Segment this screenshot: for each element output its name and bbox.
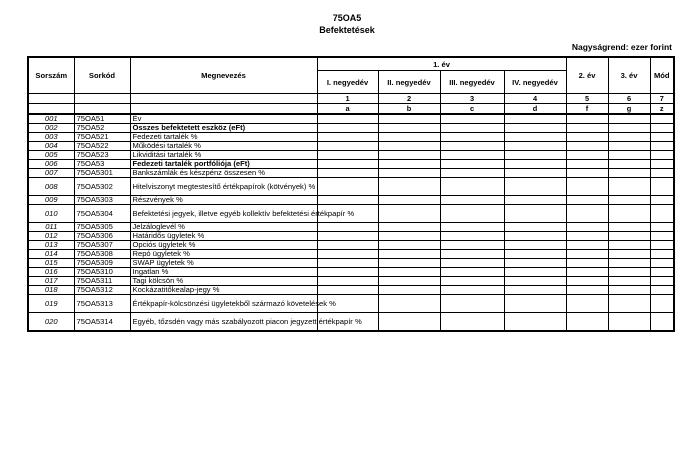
investments-table xyxy=(27,56,675,332)
header-sorkod: Sorkód xyxy=(74,57,130,94)
value-cell[interactable] xyxy=(378,241,440,250)
value-cell[interactable] xyxy=(504,313,566,332)
value-cell[interactable] xyxy=(378,169,440,178)
value-cell[interactable] xyxy=(566,232,608,241)
row-megnevezes: Repó ügyletek % xyxy=(130,250,317,259)
value-cell[interactable] xyxy=(317,232,378,241)
table-row xyxy=(28,169,674,178)
report-code-title: 75OA5 xyxy=(332,13,362,23)
value-cell[interactable] xyxy=(650,277,674,286)
value-cell[interactable] xyxy=(440,259,504,268)
col-letter: f xyxy=(566,104,608,115)
row-sorszam: 006 xyxy=(28,160,74,169)
row-sorkod: 75OA52 xyxy=(74,124,130,133)
value-cell[interactable] xyxy=(650,169,674,178)
value-cell[interactable] xyxy=(650,286,674,295)
row-sorkod: 75OA53 xyxy=(74,160,130,169)
row-megnevezes: Tagi kölcsön % xyxy=(130,277,317,286)
row-sorszam: 005 xyxy=(28,151,74,160)
value-cell[interactable] xyxy=(650,232,674,241)
value-cell[interactable] xyxy=(650,160,674,169)
value-cell[interactable] xyxy=(608,114,650,124)
row-megnevezes: Opciós ügyletek % xyxy=(130,241,317,250)
value-cell[interactable] xyxy=(504,277,566,286)
value-cell[interactable] xyxy=(317,277,378,286)
value-cell[interactable] xyxy=(504,124,566,133)
table-row xyxy=(28,205,674,223)
value-cell[interactable] xyxy=(440,295,504,313)
value-cell[interactable] xyxy=(608,286,650,295)
value-cell[interactable] xyxy=(317,142,378,151)
row-sorkod: 75OA5309 xyxy=(74,259,130,268)
value-cell[interactable] xyxy=(566,241,608,250)
row-megnevezes: Fedezeti tartalék portfóliója (eFt) xyxy=(130,160,317,169)
value-cell[interactable] xyxy=(566,160,608,169)
row-megnevezes: Összes befektetett eszköz (eFt) xyxy=(130,124,317,133)
value-cell[interactable] xyxy=(608,151,650,160)
col-letter: a xyxy=(317,104,378,115)
value-cell[interactable] xyxy=(608,313,650,332)
row-sorszam: 016 xyxy=(28,268,74,277)
value-cell[interactable] xyxy=(378,160,440,169)
value-cell[interactable] xyxy=(566,295,608,313)
value-cell[interactable] xyxy=(504,259,566,268)
row-sorszam: 017 xyxy=(28,277,74,286)
value-cell[interactable] xyxy=(608,124,650,133)
value-cell[interactable] xyxy=(440,250,504,259)
row-sorkod: 75OA523 xyxy=(74,151,130,160)
row-sorszam: 003 xyxy=(28,133,74,142)
row-sorszam: 019 xyxy=(28,295,74,313)
value-cell[interactable] xyxy=(650,313,674,332)
value-cell[interactable] xyxy=(378,232,440,241)
row-sorkod: 75OA5305 xyxy=(74,223,130,232)
row-sorszam: 020 xyxy=(28,313,74,332)
value-cell[interactable] xyxy=(317,133,378,142)
value-cell[interactable] xyxy=(650,241,674,250)
value-cell[interactable] xyxy=(378,151,440,160)
value-cell[interactable] xyxy=(317,223,378,232)
value-cell[interactable] xyxy=(650,205,674,223)
value-cell[interactable] xyxy=(440,142,504,151)
value-cell[interactable] xyxy=(440,160,504,169)
header-q3: III. negyedév xyxy=(440,71,504,94)
value-cell[interactable] xyxy=(650,259,674,268)
value-cell[interactable] xyxy=(608,295,650,313)
value-cell[interactable] xyxy=(608,259,650,268)
table-body xyxy=(28,114,674,331)
value-cell[interactable] xyxy=(440,124,504,133)
table-row xyxy=(28,232,674,241)
value-cell[interactable] xyxy=(378,295,440,313)
row-sorkod: 75OA5311 xyxy=(74,277,130,286)
value-cell[interactable] xyxy=(378,313,440,332)
value-cell[interactable] xyxy=(504,142,566,151)
row-sorkod: 75OA5308 xyxy=(74,250,130,259)
row-sorkod: 75OA51 xyxy=(74,114,130,124)
value-cell[interactable] xyxy=(566,151,608,160)
row-sorszam: 004 xyxy=(28,142,74,151)
table-row xyxy=(28,286,674,295)
value-cell[interactable] xyxy=(650,124,674,133)
value-cell[interactable] xyxy=(378,259,440,268)
row-megnevezes: Működési tartalék % xyxy=(130,142,317,151)
header-year2: 2. év xyxy=(566,57,608,94)
value-cell[interactable] xyxy=(317,114,378,124)
value-cell[interactable] xyxy=(440,151,504,160)
value-cell[interactable] xyxy=(608,178,650,196)
col-number: 5 xyxy=(566,94,608,104)
value-cell[interactable] xyxy=(378,268,440,277)
report-subtitle: Befektetések xyxy=(319,25,375,35)
row-megnevezes: Részvények % xyxy=(130,196,317,205)
value-cell[interactable] xyxy=(504,160,566,169)
value-cell[interactable] xyxy=(440,196,504,205)
value-cell[interactable] xyxy=(378,277,440,286)
table-row xyxy=(28,133,674,142)
row-megnevezes: SWAP ügyletek % xyxy=(130,259,317,268)
value-cell[interactable] xyxy=(504,268,566,277)
value-cell[interactable] xyxy=(378,142,440,151)
value-cell[interactable] xyxy=(650,178,674,196)
value-cell[interactable] xyxy=(566,142,608,151)
value-cell[interactable] xyxy=(378,178,440,196)
value-cell[interactable] xyxy=(566,313,608,332)
value-cell[interactable] xyxy=(608,133,650,142)
header-year3: 3. év xyxy=(608,57,650,94)
value-cell[interactable] xyxy=(566,286,608,295)
row-sorszam: 014 xyxy=(28,250,74,259)
value-cell[interactable] xyxy=(317,169,378,178)
row-sorszam: 008 xyxy=(28,178,74,196)
row-megnevezes: Likviditási tartalék % xyxy=(130,151,317,160)
value-cell[interactable] xyxy=(378,196,440,205)
row-sorkod: 75OA5303 xyxy=(74,196,130,205)
value-cell[interactable] xyxy=(317,241,378,250)
row-sorkod: 75OA5306 xyxy=(74,232,130,241)
table-row xyxy=(28,160,674,169)
value-cell[interactable] xyxy=(504,196,566,205)
value-cell[interactable] xyxy=(378,223,440,232)
table-row xyxy=(28,142,674,151)
table-row xyxy=(28,196,674,205)
value-cell[interactable] xyxy=(650,133,674,142)
row-sorkod: 75OA5314 xyxy=(74,313,130,332)
value-cell[interactable] xyxy=(650,142,674,151)
row-megnevezes: Kockázatitőkealap-jegy % xyxy=(130,286,317,295)
value-cell[interactable] xyxy=(378,133,440,142)
value-cell[interactable] xyxy=(440,114,504,124)
header-q4: IV. negyedév xyxy=(504,71,566,94)
value-cell[interactable] xyxy=(504,133,566,142)
value-cell[interactable] xyxy=(317,286,378,295)
value-cell[interactable] xyxy=(440,277,504,286)
row-sorszam: 007 xyxy=(28,169,74,178)
col-letter: z xyxy=(650,104,674,115)
table-row xyxy=(28,268,674,277)
value-cell[interactable] xyxy=(608,268,650,277)
value-cell[interactable] xyxy=(566,268,608,277)
col-letter: g xyxy=(608,104,650,115)
value-cell[interactable] xyxy=(317,124,378,133)
value-cell[interactable] xyxy=(566,223,608,232)
table-row xyxy=(28,124,674,133)
row-megnevezes: Év xyxy=(130,114,317,124)
row-megnevezes: Befektetési jegyek, illetve egyéb kollektív befektetési értékpapír % xyxy=(130,205,317,223)
value-cell[interactable] xyxy=(378,286,440,295)
col-number: 7 xyxy=(650,94,674,104)
row-megnevezes: Fedezeti tartalék % xyxy=(130,133,317,142)
value-cell[interactable] xyxy=(608,223,650,232)
value-cell[interactable] xyxy=(608,205,650,223)
col-number: 6 xyxy=(608,94,650,104)
value-cell[interactable] xyxy=(650,268,674,277)
value-cell[interactable] xyxy=(608,241,650,250)
row-sorkod: 75OA5301 xyxy=(74,169,130,178)
value-cell[interactable] xyxy=(566,205,608,223)
value-cell[interactable] xyxy=(378,124,440,133)
value-cell[interactable] xyxy=(317,178,378,196)
unit-note: Nagyságrend: ezer forint xyxy=(571,42,672,52)
value-cell[interactable] xyxy=(440,286,504,295)
value-cell[interactable] xyxy=(504,286,566,295)
col-number: 3 xyxy=(440,94,504,104)
row-sorszam: 012 xyxy=(28,232,74,241)
value-cell[interactable] xyxy=(566,259,608,268)
value-cell[interactable] xyxy=(440,133,504,142)
value-cell[interactable] xyxy=(650,151,674,160)
value-cell[interactable] xyxy=(317,250,378,259)
table-row xyxy=(28,313,674,332)
row-sorkod: 75OA5307 xyxy=(74,241,130,250)
table-row xyxy=(28,223,674,232)
value-cell[interactable] xyxy=(504,250,566,259)
table-row xyxy=(28,241,674,250)
value-cell[interactable] xyxy=(504,232,566,241)
value-cell[interactable] xyxy=(440,313,504,332)
row-megnevezes: Jelzáloglevél % xyxy=(130,223,317,232)
row-sorszam: 001 xyxy=(28,114,74,124)
row-sorszam: 010 xyxy=(28,205,74,223)
row-sorkod: 75OA522 xyxy=(74,142,130,151)
value-cell[interactable] xyxy=(650,196,674,205)
value-cell[interactable] xyxy=(504,178,566,196)
value-cell[interactable] xyxy=(566,178,608,196)
row-sorkod: 75OA5312 xyxy=(74,286,130,295)
value-cell[interactable] xyxy=(504,241,566,250)
table-row xyxy=(28,114,674,124)
value-cell[interactable] xyxy=(566,250,608,259)
value-cell[interactable] xyxy=(650,114,674,124)
col-number: 1 xyxy=(317,94,378,104)
header-q2: II. negyedév xyxy=(378,71,440,94)
row-megnevezes: Bankszámlák és készpénz összesen % xyxy=(130,169,317,178)
row-sorszam: 011 xyxy=(28,223,74,232)
header-sorszam: Sorszám xyxy=(28,57,74,94)
value-cell[interactable] xyxy=(317,196,378,205)
value-cell[interactable] xyxy=(378,114,440,124)
col-letter: d xyxy=(504,104,566,115)
row-megnevezes: Hitelviszonyt megtestesítő értékpapírok (kötvények) % xyxy=(130,178,317,196)
row-sorkod: 75OA521 xyxy=(74,133,130,142)
value-cell[interactable] xyxy=(440,232,504,241)
value-cell[interactable] xyxy=(566,114,608,124)
value-cell[interactable] xyxy=(608,277,650,286)
value-cell[interactable] xyxy=(650,223,674,232)
value-cell[interactable] xyxy=(504,223,566,232)
row-sorszam: 009 xyxy=(28,196,74,205)
row-sorkod: 75OA5313 xyxy=(74,295,130,313)
table-row xyxy=(28,151,674,160)
value-cell[interactable] xyxy=(608,160,650,169)
value-cell[interactable] xyxy=(317,268,378,277)
row-megnevezes: Határidős ügyletek % xyxy=(130,232,317,241)
row-sorszam: 013 xyxy=(28,241,74,250)
value-cell[interactable] xyxy=(440,178,504,196)
value-cell[interactable] xyxy=(504,151,566,160)
value-cell[interactable] xyxy=(566,169,608,178)
header-year1: 1. év xyxy=(317,57,566,71)
value-cell[interactable] xyxy=(650,295,674,313)
value-cell[interactable] xyxy=(317,259,378,268)
value-cell[interactable] xyxy=(440,223,504,232)
col-number: 4 xyxy=(504,94,566,104)
col-letter: c xyxy=(440,104,504,115)
row-megnevezes: Értékpapír-kölcsönzési ügyletekből származó követelések % xyxy=(130,295,317,313)
value-cell[interactable] xyxy=(378,205,440,223)
value-cell[interactable] xyxy=(440,268,504,277)
value-cell[interactable] xyxy=(566,196,608,205)
value-cell[interactable] xyxy=(440,169,504,178)
value-cell[interactable] xyxy=(566,277,608,286)
row-sorszam: 002 xyxy=(28,124,74,133)
row-sorszam: 015 xyxy=(28,259,74,268)
row-megnevezes: Ingatlan % xyxy=(130,268,317,277)
value-cell[interactable] xyxy=(317,160,378,169)
value-cell[interactable] xyxy=(608,196,650,205)
row-sorkod: 75OA5302 xyxy=(74,178,130,196)
header-q1: I. negyedév xyxy=(317,71,378,94)
table-row xyxy=(28,277,674,286)
header-mod: Mód xyxy=(650,57,674,94)
value-cell[interactable] xyxy=(650,250,674,259)
value-cell[interactable] xyxy=(504,169,566,178)
table-row xyxy=(28,250,674,259)
row-sorszam: 018 xyxy=(28,286,74,295)
row-megnevezes: Egyéb, tőzsdén vagy más szabályozott piacon jegyzett értékpapír % xyxy=(130,313,317,332)
value-cell[interactable] xyxy=(504,114,566,124)
value-cell[interactable] xyxy=(566,124,608,133)
value-cell[interactable] xyxy=(608,142,650,151)
col-number: 2 xyxy=(378,94,440,104)
row-sorkod: 75OA5304 xyxy=(74,205,130,223)
value-cell[interactable] xyxy=(440,205,504,223)
value-cell[interactable] xyxy=(608,232,650,241)
value-cell[interactable] xyxy=(608,250,650,259)
col-letter: b xyxy=(378,104,440,115)
table-row xyxy=(28,295,674,313)
value-cell[interactable] xyxy=(608,169,650,178)
table-row xyxy=(28,178,674,196)
row-sorkod: 75OA5310 xyxy=(74,268,130,277)
value-cell[interactable] xyxy=(317,151,378,160)
value-cell[interactable] xyxy=(566,133,608,142)
value-cell[interactable] xyxy=(378,250,440,259)
value-cell[interactable] xyxy=(440,241,504,250)
table-row xyxy=(28,259,674,268)
value-cell[interactable] xyxy=(504,295,566,313)
value-cell[interactable] xyxy=(504,205,566,223)
header-megnevezes: Megnevezés xyxy=(130,57,317,94)
